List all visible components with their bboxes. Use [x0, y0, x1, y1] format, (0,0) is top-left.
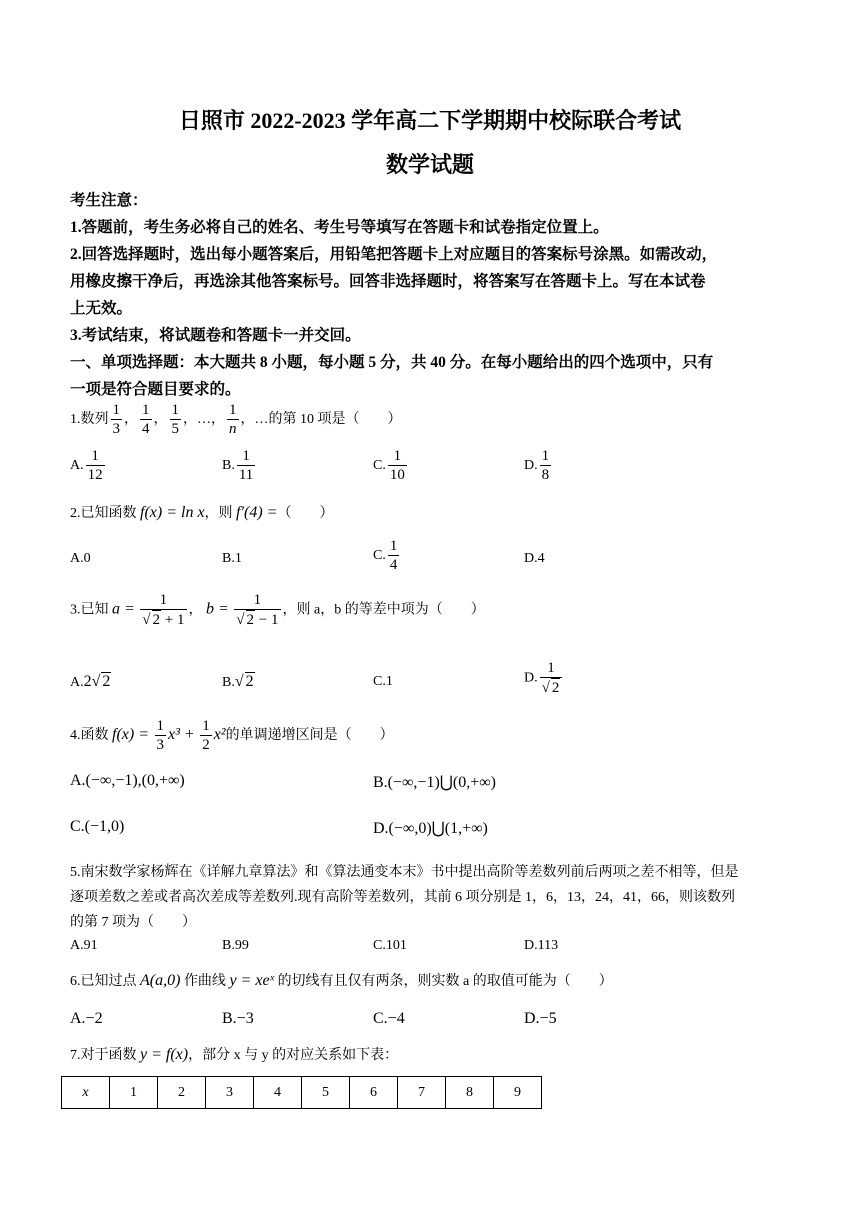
fraction: $\frac{1}{4}$: [142, 402, 150, 437]
option-c: C.−4: [373, 1010, 405, 1027]
fraction: $\frac{1}{5}$: [171, 402, 179, 437]
notice-line: 上无效。: [70, 300, 133, 317]
option-b: B.1: [222, 551, 242, 566]
option-c: C.(−1,0): [70, 818, 125, 835]
fraction: $\frac{1}{3}$: [156, 718, 164, 753]
notice-line: 用橡皮擦干净后，再选涂其他答案标号。回答非选择题时，将答案写在答题卡上。写在本试卷: [70, 273, 706, 290]
question-3: 3.已知 a = $\frac{1}{√ 2 + 1}$ ， b = $\frac{1}{√ 2 - 1}$ ，则 a，b 的等差中项为（ ）: [70, 592, 485, 628]
option-d: D.4: [524, 551, 545, 566]
option-c: C.101: [373, 938, 407, 953]
exam-title: 日照市 2022-2023 学年高二下学期期中校际联合考试: [178, 108, 682, 133]
question-4: 4.函数 f(x) = $\frac{1}{3}$ x³ + $\frac{1}{2}$ x²的单调递增区间是（ ）: [70, 718, 394, 753]
option-d: D.−5: [524, 1010, 557, 1027]
option-b: B.√ 2: [222, 673, 254, 690]
option-b: B. $\frac{1}{11}$: [222, 448, 254, 483]
question-6: 6.已知过点 A(a,0) 作曲线 y = xeˣ 的切线有且仅有两条，则实数 a 的取值可能为（ ）: [70, 972, 613, 989]
fraction: $\frac{1}{√ 2 + 1}$: [142, 592, 185, 628]
math-expression: y = xeˣ: [229, 972, 275, 989]
option-b: B.99: [222, 938, 249, 953]
table-cell: 1: [110, 1077, 158, 1109]
table-row: [62, 1077, 542, 1109]
table-cell: 9: [494, 1077, 542, 1109]
option-a: A.2√ 2: [70, 673, 111, 690]
option-a: A.91: [70, 938, 98, 953]
fraction: $\frac{1}{2}$: [202, 718, 210, 753]
option-b: B.(−∞,−1)⋃(0,+∞): [373, 774, 496, 791]
table-cell: 2: [158, 1077, 206, 1109]
option-d: D.113: [524, 938, 559, 953]
table-cell: 6: [350, 1077, 398, 1109]
math-expression: f′(4) =: [236, 504, 278, 521]
table-cell: 4: [254, 1077, 302, 1109]
table-cell: 3: [206, 1077, 254, 1109]
option-c: C. $\frac{1}{4}$: [373, 538, 398, 573]
fraction: $\frac{1}{√ 2 - 1}$: [236, 592, 279, 628]
question-2: 2.已知函数 f(x) = ln x，则 f′(4) =（ ）: [70, 504, 334, 521]
notice-heading: 考生注意：: [70, 192, 148, 209]
section-heading-cont: 一项是符合题目要求的。: [70, 381, 241, 398]
fraction: $\frac{1}{3}$: [112, 402, 120, 437]
section-heading: 一、单项选择题：本大题共 8 小题，每小题 5 分，共 40 分。在每小题给出的四个选项中，只有: [70, 354, 714, 371]
table-cell: x: [62, 1077, 110, 1109]
option-a: A.0: [70, 551, 91, 566]
notice-line: 1.答题前，考生务必将自己的姓名、考生号等填写在答题卡和试卷指定位置上。: [70, 219, 609, 236]
question-5-cont: 逐项差数之差或者高次差成等差数列.现有高阶等差数列，其前 6 项分别是 1，6，13，24，41，66，则该数列: [70, 890, 735, 905]
option-c: C.1: [373, 674, 393, 689]
notice-line: 2.回答选择题时，选出每小题答案后，用铅笔把答题卡上对应题目的答案标号涂黑。如需改动，: [70, 246, 718, 263]
question-1: 1.数列 $\frac{1}{3}$ ， $\frac{1}{4}$ ， $\frac{1}{5}$ ，…， $\frac{1}{n}$ ，…的第 10 项是（ ）: [70, 402, 402, 437]
math-expression: f(x) = ln x: [140, 504, 205, 521]
option-b: B.−3: [222, 1010, 254, 1027]
math-expression: y = f(x): [140, 1046, 189, 1063]
table-cell: 7: [398, 1077, 446, 1109]
option-c: C. $\frac{1}{10}$: [373, 448, 405, 483]
question-5-cont: 的第 7 项为（ ）: [70, 915, 196, 930]
math-expression: A(a,0): [140, 972, 181, 989]
option-a: A. $\frac{1}{12}$: [70, 448, 103, 483]
notice-line: 3.考试结束，将试题卷和答题卡一并交回。: [70, 327, 361, 344]
option-a: A.(−∞,−1),(0,+∞): [70, 772, 185, 789]
option-d: D.(−∞,0)⋃(1,+∞): [373, 820, 488, 837]
fraction: $\frac{1}{n}$: [229, 402, 237, 437]
question-5: 5.南宋数学家杨辉在《详解九章算法》和《算法通变本末》书中提出高阶等差数列前后两项之差不相等，但是: [70, 865, 739, 880]
value-table: [61, 1076, 542, 1109]
option-a: A.−2: [70, 1010, 103, 1027]
table-cell: 8: [446, 1077, 494, 1109]
question-7: 7.对于函数 y = f(x)，部分 x 与 y 的对应关系如下表：: [70, 1046, 399, 1063]
option-d: D. $\frac{1}{8}$: [524, 448, 550, 483]
table-cell: 5: [302, 1077, 350, 1109]
exam-subtitle: 数学试题: [385, 152, 474, 177]
option-d: D. $\frac{1}{√ 2}$: [524, 660, 564, 697]
